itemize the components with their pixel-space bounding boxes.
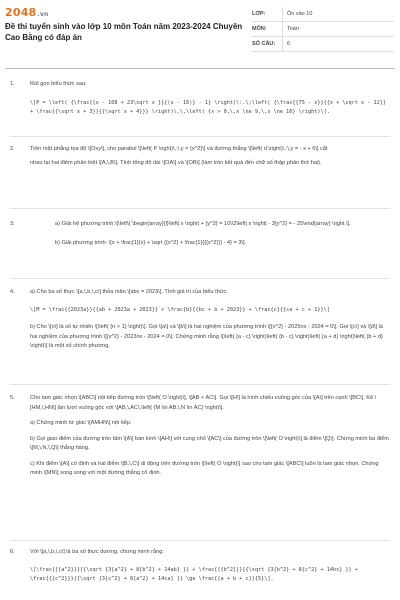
logo-text: 2048 <box>5 6 37 19</box>
question-text: Cho tam giác nhọn \[ABC\] nội tiếp đường tròn \[\left( O \right)\], \[AB < AC\]. Gọi \[H\] là hình chiếu vuông góc của \[A\] trên cạnh \[BC\]. Kẻ \[HM,\,HN\] lần lượt vuông góc với \[AB,\,AC\,\left( {M \in AB,\,N \in AC} \right)\]. <box>30 395 377 411</box>
question-number: 6. <box>10 549 15 555</box>
meta-key: MÔN: <box>252 26 267 32</box>
question-text: a) Cho ba số thực \[a,\,b,\,c\] thỏa mãn \[abc = 2023\]. Tính giá trị của biểu thức: <box>30 289 228 295</box>
question-3 <box>10 220 390 248</box>
meta-table <box>252 7 394 52</box>
document-title: Đề thi tuyển sinh vào lớp 10 môn Toán năm 2023-2024 Chuyên Cao Bằng có đáp án <box>5 22 243 42</box>
question-1 <box>10 80 390 118</box>
question-6 <box>10 548 390 585</box>
site-logo[interactable] <box>5 6 48 19</box>
question-4 <box>10 288 390 352</box>
formula: \[M = \frac{{2023a}}{{ab + 2023a + 2023}} + \frac{b}{{bc + b + 2023}} + \frac{c}{{ca + c + 1}}\] <box>30 306 330 313</box>
meta-key: LỚP: <box>252 11 266 17</box>
meta-value: 6 <box>282 37 394 51</box>
header <box>0 0 400 70</box>
meta-value: Ôn vào 10 <box>282 7 394 21</box>
question-text: Rút gọn biểu thức sau: <box>30 81 87 87</box>
header-divider <box>5 68 395 69</box>
question-text: nhau tại hai điểm phân biệt \[A,\,B\]. Tính tổng độ dài \[OA\] và \[OB\] (làm tròn kết quả đến chữ số thập phân thứ hai). <box>30 159 322 166</box>
separator <box>10 136 390 137</box>
separator <box>10 384 390 385</box>
formula: \[P = \left( {\frac{{x - 108 + 23\sqrt x }}{(x - 16)} - 1} \right)\:.\;\left( {\frac{{75 - x}}{{x + \sqrt x - 12}} + \frac{{\sqrt x + 3}}{{\sqrt x + 4}}} \right)\,\,\left( {x > 0,\,x \ne 9,\,x \ne 16} \right)\]. <box>30 99 387 115</box>
question-number: 2. <box>10 146 15 152</box>
question-number: 5. <box>10 395 15 401</box>
separator <box>10 278 390 279</box>
question-text: b) Cho \[n\] là số tự nhiên \[\left( {n > 1} \right)\]. Gọi \[a\] và \[b\] là hai nghiệm của phương trình \[{x^2} - 2025nx - 2024 = 0\]. Gọi \[c\] và \[d\] là hai nghiệm của phương trình \[{x^2} - 2023nx - 2024 = 0\]. Chứng minh rằng \[\left( {a - c} \right)\left( {b - c} \right)\left( {a + d} \right)\left( {b + d} \right)\] là một số chính phương. <box>30 324 384 349</box>
question-text: b) Giải phương trình: \[x + \frac{1}{x} + \sqrt {{x^2} + \frac{1}{{{x^2}}} - 4} = 3\]. <box>55 239 247 246</box>
question-5 <box>10 394 390 479</box>
question-text: a) Chứng minh tứ giác \[AMHN\] nội tiếp. <box>30 420 132 426</box>
meta-key: SỐ CÂU: <box>252 41 276 47</box>
question-2 <box>10 145 390 168</box>
question-text: b) Gọi giao điểm của đường tròn tâm \[A\] bán kính \[AH\] với cung nhỏ \[AC\] của đường tròn \[\left( O \right)\] là điểm \[Q\]. Chứng minh ba điểm \[M,\,N,\,Q\] thẳng hàng. <box>30 435 389 451</box>
meta-row-class <box>252 7 394 22</box>
question-text: Trên mặt phẳng tọa độ \[Oxy\], cho parabol \[\left( P \right)\,:\,y = {x^2}\] và đường thẳng \[\left( d \right)\,:\,y = - x + 6\] cắt <box>30 146 328 152</box>
meta-row-count <box>252 37 394 52</box>
question-number: 3. <box>10 221 15 227</box>
question-text: a) Giải hệ phương trình:\[\left\{ \begin{array}{l}\left| x \right| + {y^2} = 10\\2\left| x \right| - 3{y^2} = - 25\end{array} \right.\]. <box>55 221 351 227</box>
separator <box>10 540 390 541</box>
formula: \[\frac{{{a^2}}}{{\sqrt {3{a^2} + 8{b^2} + 14ab} }} + \frac{{{b^2}}}{{\sqrt {3{b^2} + 8{c^2} + 14bc} }} + \frac{{{c^2}}}{{\sqrt {3{c^2} + 8{a^2} + 14ca} }} \ge \frac{{a + b + c}}{5}\]. <box>30 566 358 582</box>
question-number: 1. <box>10 81 15 87</box>
question-number: 4. <box>10 289 15 295</box>
meta-row-subject <box>252 22 394 37</box>
logo-tld: .vn <box>37 11 49 18</box>
question-text: c) Khi điểm \[A\] cố định và hai điểm \[B,\,C\] di động trên đường tròn \[\left( O \right)\] sao cho tam giác \[ABC\] luôn là tam giác nhọn. Chứng minh \[MN\] song song với một đường thẳng cố định. <box>30 460 379 476</box>
separator <box>10 208 390 209</box>
meta-value: Toán <box>282 22 394 36</box>
question-text: Với \[a,\,b,\,c\] là ba số thực dương, chứng minh rằng: <box>30 549 164 555</box>
